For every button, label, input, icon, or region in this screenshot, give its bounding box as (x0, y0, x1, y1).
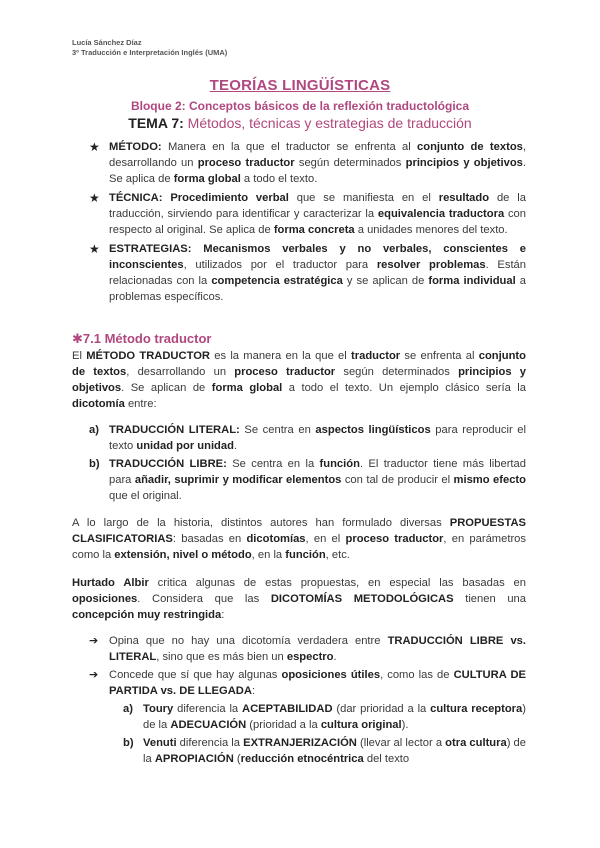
translation-types-list (89, 422, 526, 506)
bold-term: Toury (143, 703, 174, 715)
bold-term: principios y objetivos (72, 366, 527, 394)
document-title: TEORÍAS LINGÜÍSTICAS (209, 77, 391, 94)
tema-name: Métodos, técnicas y estrategias de traducción (187, 115, 472, 131)
hurtado-block (72, 575, 526, 623)
bold-term: principios y objetivos (405, 157, 523, 169)
intro-paragraph: El MÉTODO TRADUCTOR es la manera en la que el traductor se enfrenta al conjunto de textos, desarrollando un proceso traductor según determinados principios y objetivos. Se aplican de forma global a todo el texto. Un ejemplo clásico sería la dicotomía entre: (72, 350, 527, 410)
bold-term: traductor (351, 350, 401, 362)
bold-term: espectro (286, 651, 334, 663)
section-intro (72, 348, 526, 412)
bold-term: oposiciones (72, 593, 138, 605)
list-item (123, 701, 526, 733)
bold-term: ADECUACIÓN (170, 719, 247, 731)
bold-term: DICOTOMÍAS METODOLÓGICAS (270, 593, 454, 605)
list-item (89, 422, 526, 454)
bold-term: dicotomías (246, 533, 306, 545)
list-item (89, 667, 526, 767)
bold-term: cultura receptora (430, 703, 523, 715)
page-header (72, 38, 227, 58)
bold-term: resolver problemas (376, 259, 486, 271)
bold-term: CULTURA DE PARTIDA vs. DE LLEGADA (109, 669, 526, 697)
list-item (123, 735, 526, 767)
definition-tecnica: TÉCNICA: Procedimiento verbal que se manifiesta en el resultado de la traducción, sirviendo para identificar y caracterizar la equivalencia traductora con respecto al original. Se aplica de forma concreta a unidades menores del texto. (109, 192, 526, 236)
bold-term: mismo efecto (453, 474, 526, 486)
bloque-subtitle: Bloque 2: Conceptos básicos de la reflexión traductológica (130, 99, 470, 113)
definition-metodo: MÉTODO: Manera en la que el traductor se enfrenta al conjunto de textos, desarrollando un proceso traductor según determinados principios y objetivos. Se aplica de forma global a todo el texto. (109, 141, 527, 185)
bold-term: equivalencia traductora (377, 208, 505, 220)
bold-term: proceso traductor (197, 157, 295, 169)
list-marker: b) (89, 458, 100, 470)
point-oppositions: Concede que sí que hay algunas oposiciones útiles, como las de CULTURA DE PARTIDA vs. DE LLEGADA: (109, 669, 526, 697)
star-icon: ★ (89, 191, 100, 205)
bold-term: MÉTODO TRADUCTOR (86, 350, 210, 362)
bold-term: ESTRATEGIAS: Mecanismos verbales y no verbales, conscientes e inconscientes (109, 243, 526, 271)
type-libre: TRADUCCIÓN LIBRE: Se centra en la función. El traductor tiene más libertad para añadir, suprimir y modificar elementos con tal de producir el mismo efecto que el original. (109, 458, 526, 502)
bold-term: TÉCNICA: Procedimiento verbal (109, 192, 289, 204)
point-spectrum: Opina que no hay una dicotomía verdadera entre TRADUCCIÓN LIBRE vs. LITERAL, sino que es más bien un espectro. (109, 635, 527, 663)
bold-term: conjunto de textos (72, 350, 526, 378)
arrow-right-icon: ➔ (89, 669, 99, 681)
star-icon: ★ (89, 140, 100, 154)
point-venuti: Venuti diferencia la EXTRANJERIZACIÓN (llevar al lector a otra cultura) de la APROPIACIÓN (reducción etnocéntrica del texto (143, 737, 526, 765)
point-toury: Toury diferencia la ACEPTABILIDAD (dar prioridad a la cultura receptora) de la ADECUACIÓN (prioridad a la cultura original). (143, 703, 526, 731)
list-item (89, 456, 526, 504)
bold-term: concepción muy restringida (72, 609, 222, 621)
bold-term: TRADUCCIÓN LIBRE: (109, 458, 227, 470)
bold-term: resultado (438, 192, 490, 204)
bold-term: función (285, 549, 326, 561)
list-marker: a) (123, 703, 133, 715)
bold-term: EXTRANJERIZACIÓN (243, 737, 357, 749)
tema-number: TEMA 7: (128, 115, 184, 131)
bold-term: añadir, suprimir y modificar elementos (134, 474, 342, 486)
bold-term: Hurtado Albir (72, 577, 149, 589)
bold-term: otra cultura (445, 737, 507, 749)
list-marker: b) (123, 737, 134, 749)
bold-term: proceso traductor (345, 533, 444, 545)
definition-estrategias: ESTRATEGIAS: Mecanismos verbales y no verbales, conscientes e inconscientes, utilizados por el traductor para resolver problemas. Están relacionadas con la competencia estratégica y se aplican de forma individual a problemas específicos. (109, 243, 526, 303)
bold-term: PROPUESTAS CLASIFICATORIAS (72, 517, 526, 545)
section-heading: ✱7.1 Método traductor (72, 331, 212, 346)
bold-term: APROPIACIÓN (154, 753, 234, 765)
hurtado-points-list (89, 633, 526, 769)
bold-term: aspectos lingüísticos (315, 424, 431, 436)
bold-term: extensión, nivel o método (114, 549, 252, 561)
bold-term: función (319, 458, 360, 470)
author-name: Lucía Sánchez Díaz (72, 38, 142, 47)
bold-term: proceso traductor (234, 366, 336, 378)
history-paragraph: A lo largo de la historia, distintos autores han formulado diversas PROPUESTAS CLASIFICATORIAS: basadas en dicotomías, en el proceso traductor, en parámetros como la extensión, nivel o método, en la función, etc. (72, 517, 526, 561)
definition-item (89, 139, 526, 187)
bold-term: forma global (173, 173, 241, 185)
definition-item (89, 241, 526, 305)
nested-list (123, 701, 526, 767)
list-item (89, 633, 526, 665)
type-literal: TRADUCCIÓN LITERAL: Se centra en aspectos lingüísticos para reproducir el texto unidad por unidad. (109, 424, 526, 452)
list-marker: a) (89, 424, 99, 436)
definition-item (89, 190, 526, 238)
bold-term: MÉTODO: (109, 141, 162, 153)
bold-term: Venuti (143, 737, 177, 749)
bold-term: forma global (211, 382, 283, 394)
course-name: 3º Traducción e Interpretación Inglés (UMA) (72, 48, 228, 57)
bold-term: ACEPTABILIDAD (242, 703, 333, 715)
definition-list (89, 139, 526, 308)
bold-term: competencia estratégica (211, 275, 343, 287)
bold-term: forma individual (428, 275, 516, 287)
bold-term: forma concreta (273, 224, 355, 236)
bold-term: TRADUCCIÓN LIBRE vs. LITERAL (109, 635, 527, 663)
history-block (72, 515, 526, 563)
bold-term: reducción etnocéntrica (240, 753, 364, 765)
star-icon: ★ (89, 242, 100, 256)
bold-term: cultura original (320, 719, 402, 731)
tema-heading (0, 115, 600, 131)
bold-term: dicotomía (72, 398, 125, 410)
bold-term: oposiciones útiles (281, 669, 381, 681)
arrow-right-icon: ➔ (89, 635, 99, 647)
bold-term: TRADUCCIÓN LITERAL: (109, 424, 240, 436)
hurtado-paragraph: Hurtado Albir critica algunas de estas propuestas, en especial las basadas en oposiciones. Considera que las DICOTOMÍAS METODOLÓGICAS tienen una concepción muy restringida: (72, 577, 526, 621)
bold-term: unidad por unidad (136, 440, 234, 452)
bold-term: conjunto de textos (417, 141, 523, 153)
